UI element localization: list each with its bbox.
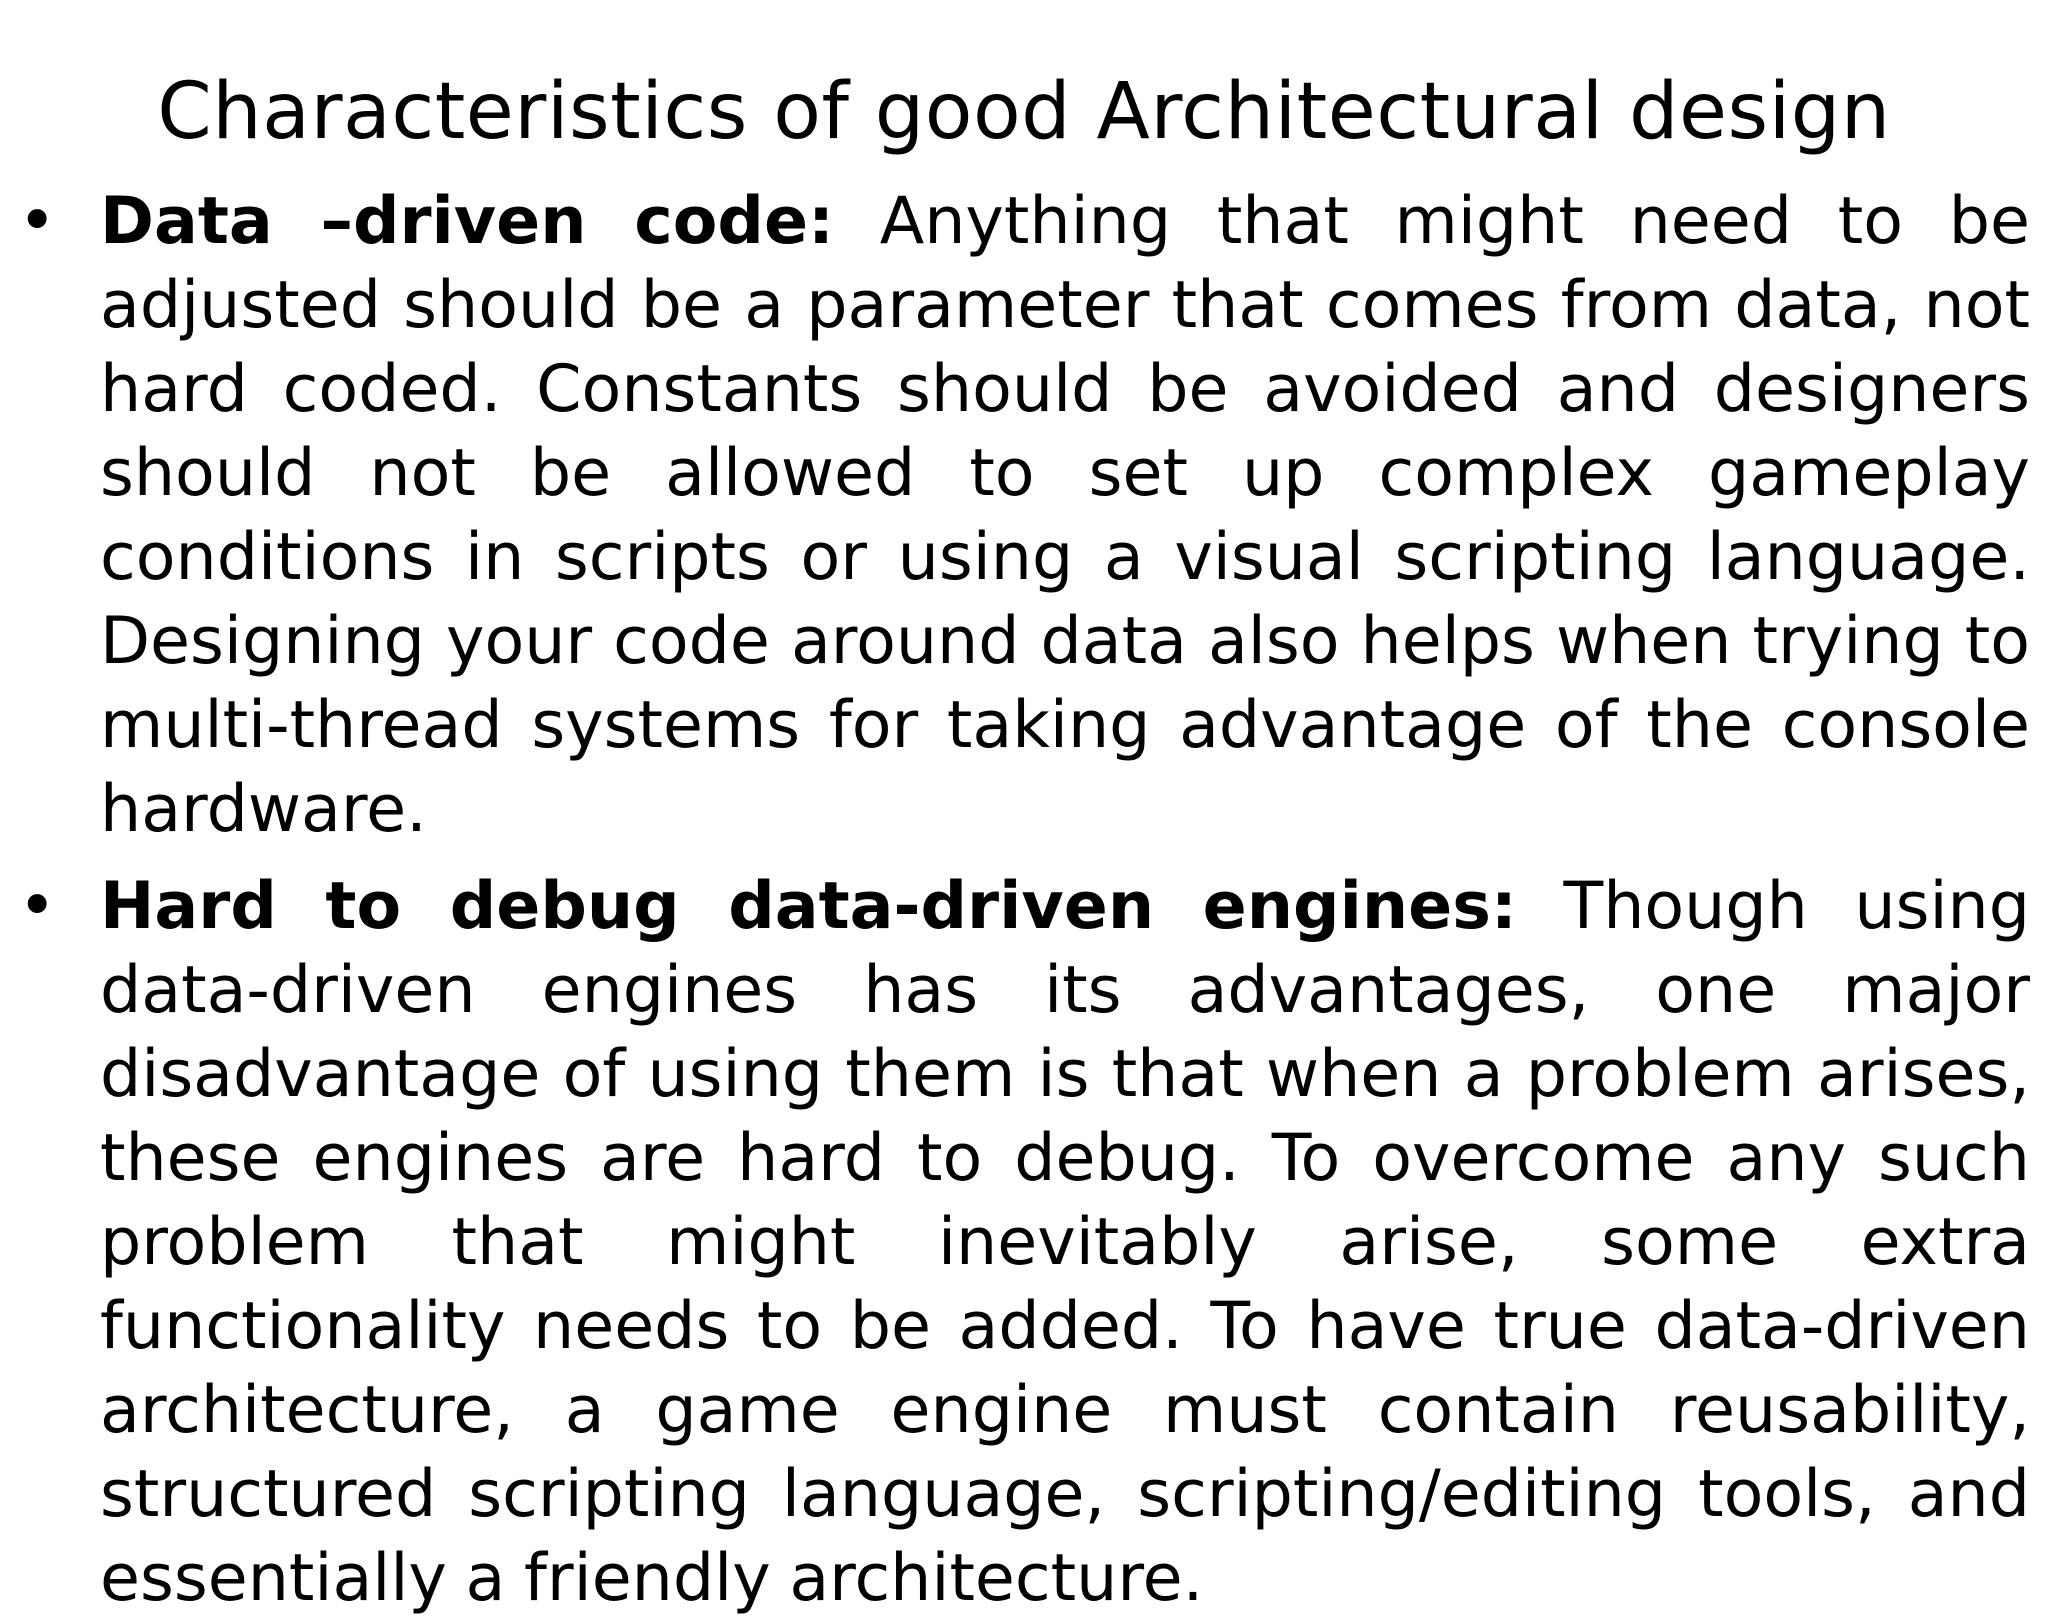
bullet-point-icon: • [18,184,57,259]
slide-title: Characteristics of good Architectural design [157,67,1891,157]
bullet-text: Anything that might need to be adjusted should be a parameter that comes from data, not hard coded. Constants should be avoided and designers should not be allowed to set up complex gameplay conditions in scripts or using a visual scripting language. Designing your code around data also helps when trying to multi-thread systems for taking advantage of the console hardware. [100,184,2030,847]
bullet-item-hard-to-debug [18,865,2030,1621]
bullet-term: Hard to debug data-driven engines: [100,869,1517,944]
bullet-point-icon: • [18,869,57,944]
bullet-term: Data –driven code: [100,184,835,259]
bullet-text: Though using data-driven engines has its advantages, one major disadvantage of using them is that when a problem arises, these engines are hard to debug. To overcome any such problem that might inevitably arise, some extra functionality needs to be added. To have true data-driven architecture, a game engine must contain reusability, structured scripting language, scripting/editing tools, and essentially a friendly architecture. [100,869,2030,1616]
bullet-item-data-driven-code [18,180,2030,852]
bullet-list [0,180,2048,1621]
